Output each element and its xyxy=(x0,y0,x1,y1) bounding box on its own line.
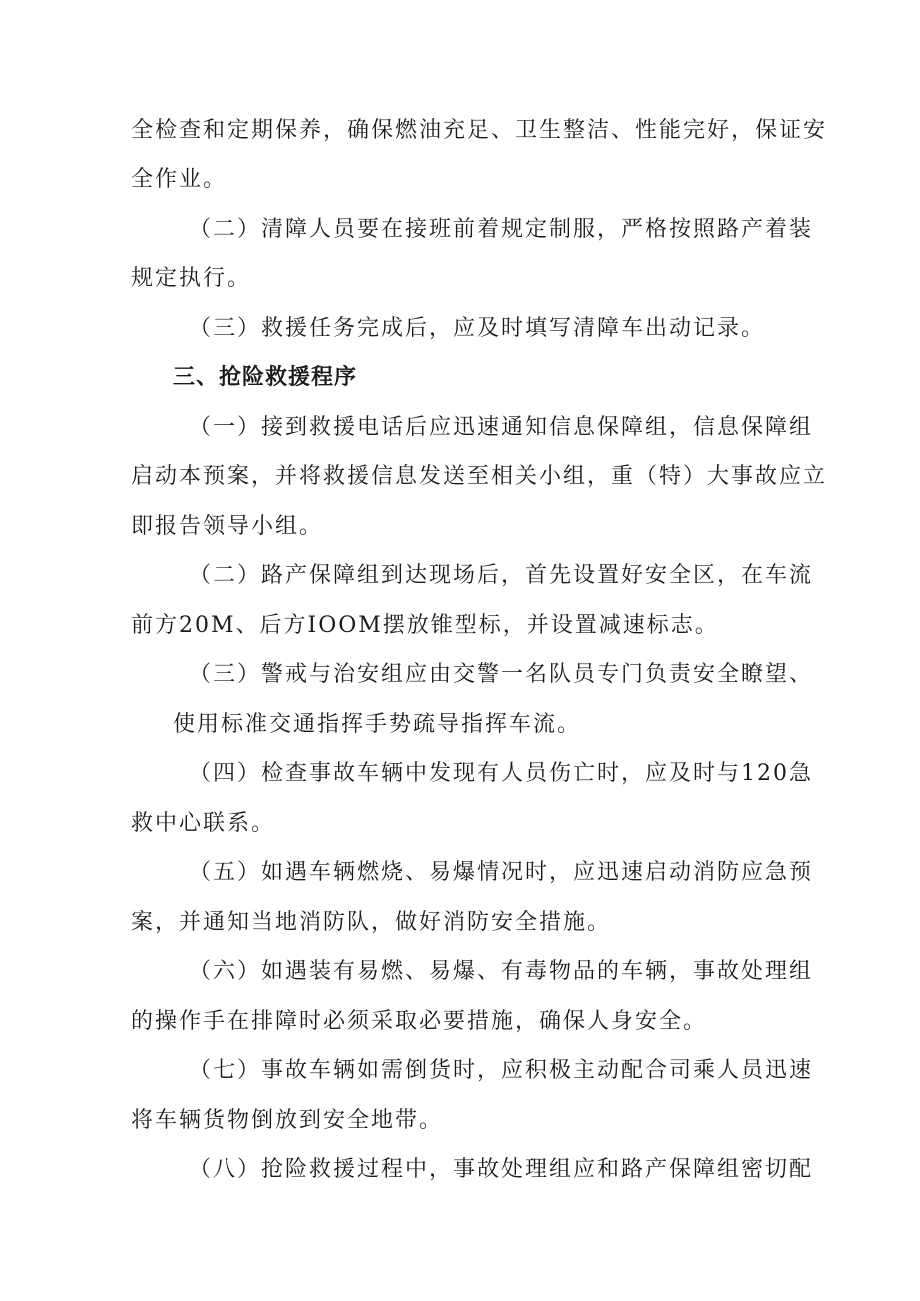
paragraph-line: 案，并通知当地消防队，做好消防安全措施。 xyxy=(131,910,612,935)
paragraph-line: 的操作手在排障时必须采取必要措施，确保人身安全。 xyxy=(131,1009,708,1034)
paragraph-line: 使用标准交通指挥手势疏导指挥车流。 xyxy=(173,712,582,737)
paragraph-line: （八）抢险救援过程中，事故处理组应和路产保障组密切配 xyxy=(189,1157,814,1182)
paragraph-line: 救中心联系。 xyxy=(131,811,276,836)
paragraph-line: （一）接到救援电话后应迅速通知信息保障组，信息保障组 xyxy=(189,415,814,440)
paragraph-line: （二）清障人员要在接班前着规定制服，严格按照路产着装 xyxy=(189,217,814,242)
paragraph-line: （二）路产保障组到达现场后，首先设置好安全区，在车流 xyxy=(189,563,814,588)
paragraph-line: （三）警戒与治安组应由交警一名队员专门负责安全瞭望、 xyxy=(189,662,814,687)
paragraph-line: （四）检查事故车辆中发现有人员伤亡时，应及时与120急 xyxy=(189,761,813,786)
paragraph-line: 即报告领导小组。 xyxy=(131,514,324,539)
paragraph-line: 前方20M、后方IOOM摆放锥型标，并设置减速标志。 xyxy=(131,613,719,638)
paragraph-line: 将车辆货物倒放到安全地带。 xyxy=(131,1108,444,1133)
paragraph-line: （三）救援任务完成后，应及时填写清障车出动记录。 xyxy=(189,316,766,341)
section-heading: 三、抢险救援程序 xyxy=(173,365,358,390)
paragraph-line: 全作业。 xyxy=(131,167,228,192)
paragraph-line: 全检查和定期保养，确保燃油充足、卫生整洁、性能完好，保证安 xyxy=(131,118,828,143)
paragraph-line: 启动本预案，并将救援信息发送至相关小组，重（特）大事故应立 xyxy=(131,464,828,489)
paragraph-line: 规定执行。 xyxy=(131,266,252,291)
paragraph-line: （六）如遇装有易燃、易爆、有毒物品的车辆，事故处理组 xyxy=(189,959,814,984)
paragraph-line: （五）如遇车辆燃烧、易爆情况时，应迅速启动消防应急预 xyxy=(189,860,814,885)
paragraph-line: （七）事故车辆如需倒货时，应积极主动配合司乘人员迅速 xyxy=(189,1058,814,1083)
